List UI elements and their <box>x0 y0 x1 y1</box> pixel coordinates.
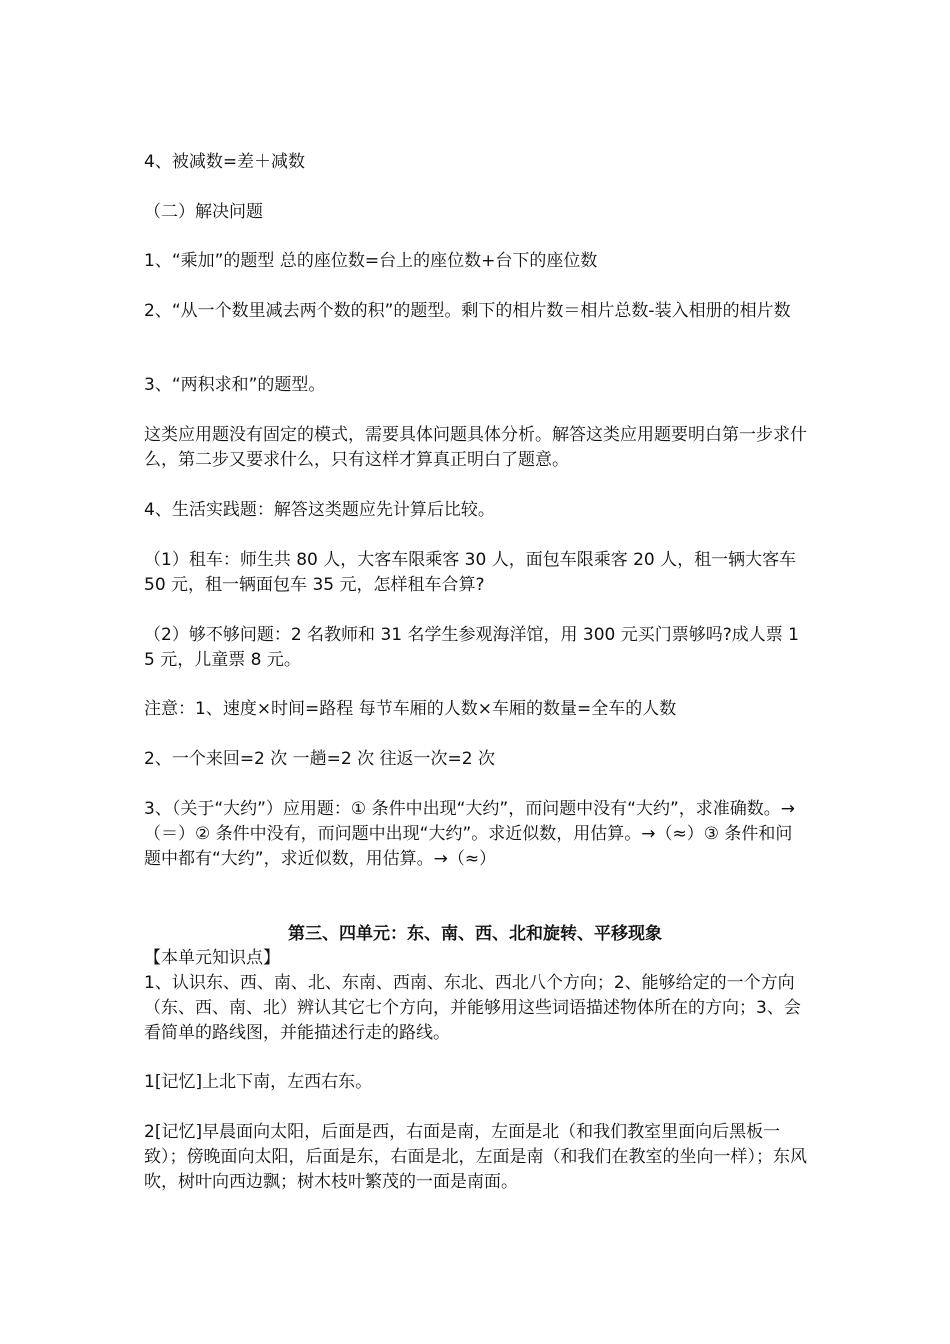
note-round-trip: 2、一个来回=2 次 一趟=2 次 往返一次=2 次 <box>144 749 496 769</box>
memory-map-directions: 1[记忆]上北下南，左西右东。 <box>144 1072 373 1092</box>
item-multiply-add: 1、“乘加”的题型 总的座位数=台上的座位数+台下的座位数 <box>144 251 598 271</box>
item-subtract-product: 2、“从一个数里减去两个数的积”的题型。剩下的相片数＝相片总数-装入相册的相片数 <box>144 301 791 321</box>
item-sum-of-products: 3、“两积求和”的题型。 <box>144 375 326 395</box>
note-formulas: 注意：1、速度×时间=路程 每节车厢的人数×车厢的数量=全车的人数 <box>144 699 677 719</box>
item-life-practice: 4、生活实践题：解答这类题应先计算后比较。 <box>144 500 495 520</box>
example-car-rental: （1）租车：师生共 80 人，大客车限乘客 30 人，面包车限乘客 20 人，租一辆大客车 50 元，租一辆面包车 35 元，怎样租车合算? <box>144 550 797 595</box>
memory-sun-directions: 2[记忆]早晨面向太阳，后面是西，右面是南，左面是北（和我们教室里面向后黑板一致）；傍晚面向太阳，后面是东，右面是北，左面是南（和我们在教室的坐向一样）；东风吹，树叶向西边飘；树木枝叶繁茂的一面是南面。 <box>144 1122 807 1192</box>
example-ticket-enough: （2）够不够问题：2 名教师和 31 名学生参观海洋馆，用 300 元买门票够吗?成人票 15 元，儿童票 8 元。 <box>144 625 799 670</box>
formula-subtrahend: 4、被减数=差＋减数 <box>144 152 306 172</box>
section-problem-solving: （二）解决问题 <box>144 202 263 222</box>
note-approximate: 3、（关于“大约”）应用题：① 条件中出现“大约”，而问题中没有“大约”，求准确数。→（＝）② 条件中没有，而问题中出现“大约”。求近似数，用估算。→（≈）③ 条件和问题中都有“大约”，求近似数，用估算。→（≈） <box>144 799 796 869</box>
unit-heading: 第三、四单元：东、南、西、北和旋转、平移现象 <box>288 924 662 944</box>
paragraph-analysis: 这类应用题没有固定的模式，需要具体问题具体分析。解答这类应用题要明白第一步求什么，第二步又要求什么，只有这样才算真正明白了题意。 <box>144 425 807 470</box>
knowledge-points-label: 【本单元知识点】 <box>144 948 280 968</box>
knowledge-directions: 1、认识东、西、南、北、东南、西南、东北、西北八个方向；2、能够给定的一个方向（东、西、南、北）辨认其它七个方向，并能够用这些词语描述物体所在的方向；3、会看简单的路线图，并能描述行走的路线。 <box>144 973 801 1043</box>
